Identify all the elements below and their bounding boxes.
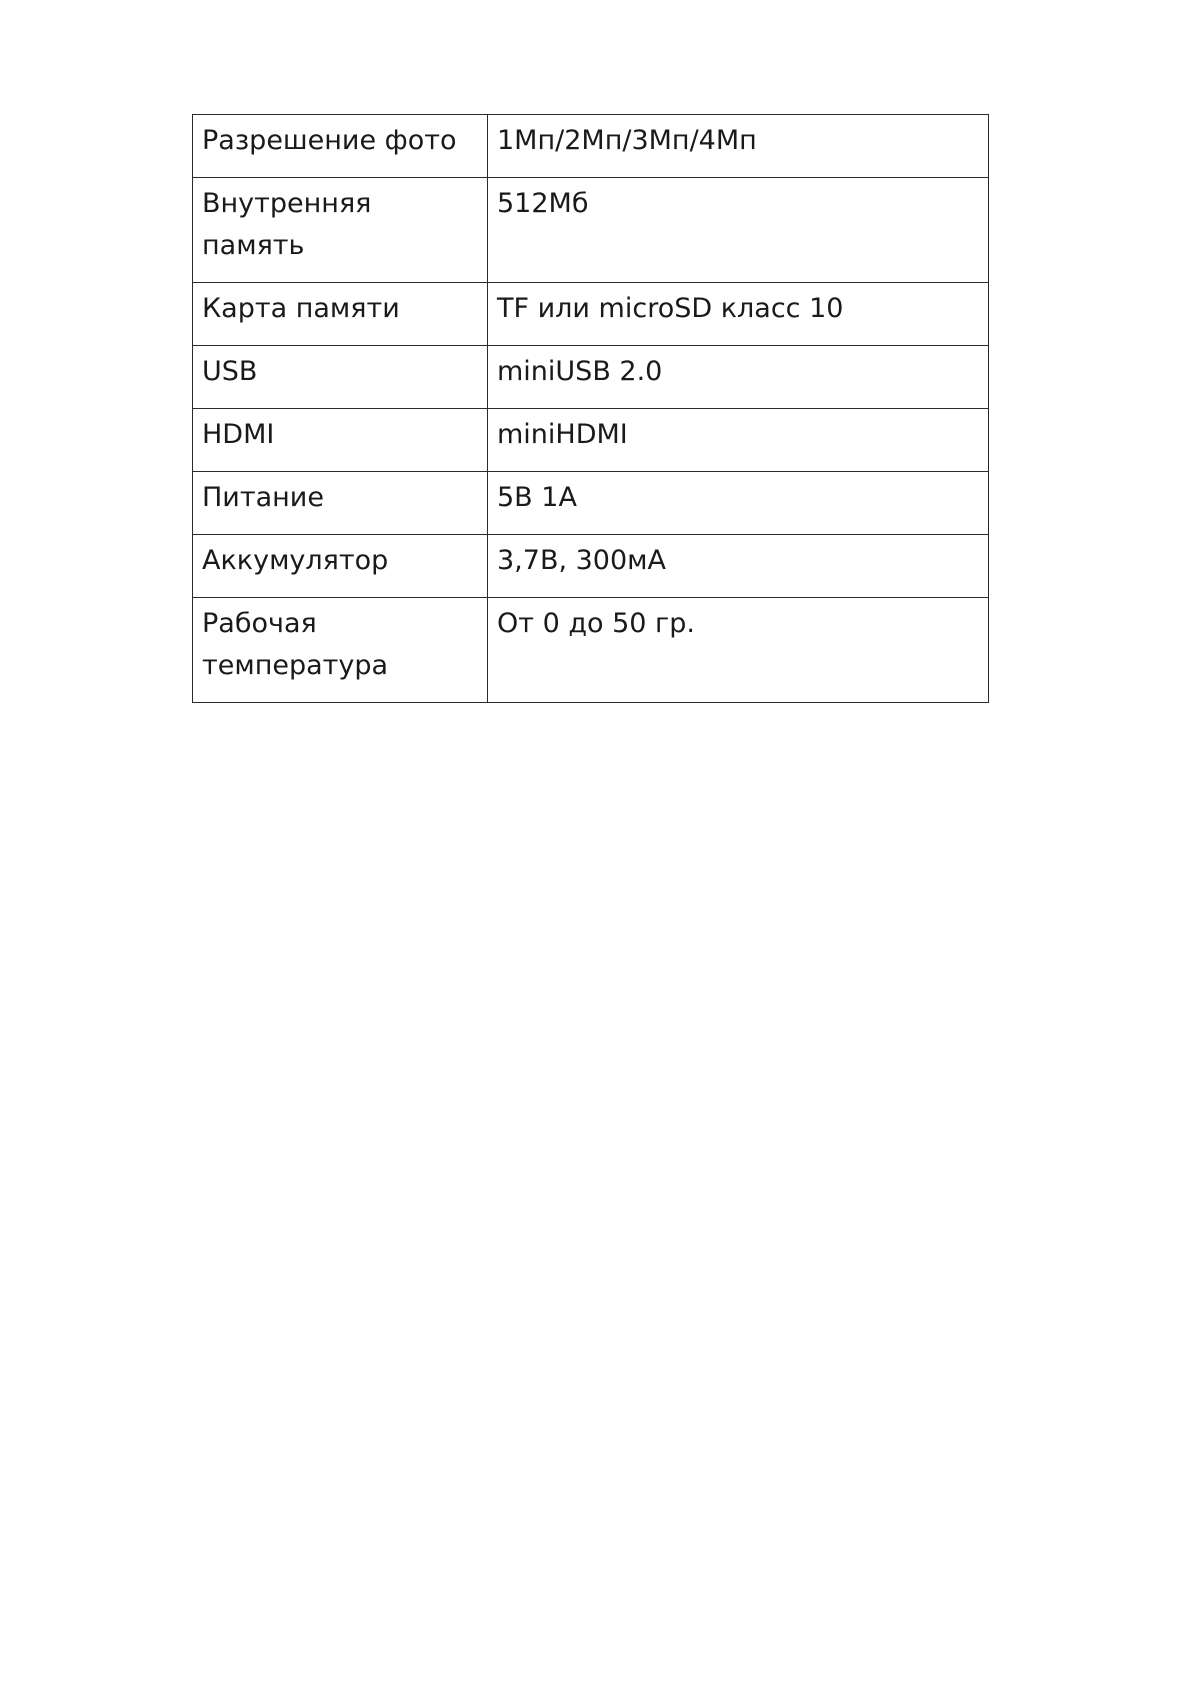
param-cell: Внутренняя память xyxy=(193,178,488,283)
value-cell: От 0 до 50 гр. xyxy=(488,598,989,703)
param-cell: Аккумулятор xyxy=(193,535,488,598)
table-row-internal-memory xyxy=(193,178,989,283)
table-row-memory-card xyxy=(193,283,989,346)
param-cell: Питание xyxy=(193,472,488,535)
param-cell: HDMI xyxy=(193,409,488,472)
table-row-usb xyxy=(193,346,989,409)
param-cell: USB xyxy=(193,346,488,409)
param-cell: Рабочая температура xyxy=(193,598,488,703)
specifications-table xyxy=(192,114,989,703)
table-row-power xyxy=(193,472,989,535)
value-cell: 5В 1А xyxy=(488,472,989,535)
value-cell: miniUSB 2.0 xyxy=(488,346,989,409)
value-cell: miniHDMI xyxy=(488,409,989,472)
param-cell: Карта памяти xyxy=(193,283,488,346)
table-row-hdmi xyxy=(193,409,989,472)
value-cell: 512Мб xyxy=(488,178,989,283)
table-row-battery xyxy=(193,535,989,598)
value-cell: 1Мп/2Мп/3Мп/4Мп xyxy=(488,115,989,178)
table-row-photo-resolution xyxy=(193,115,989,178)
value-cell: TF или microSD класс 10 xyxy=(488,283,989,346)
value-cell: 3,7В, 300мА xyxy=(488,535,989,598)
param-cell: Разрешение фото xyxy=(193,115,488,178)
table-row-operating-temperature xyxy=(193,598,989,703)
